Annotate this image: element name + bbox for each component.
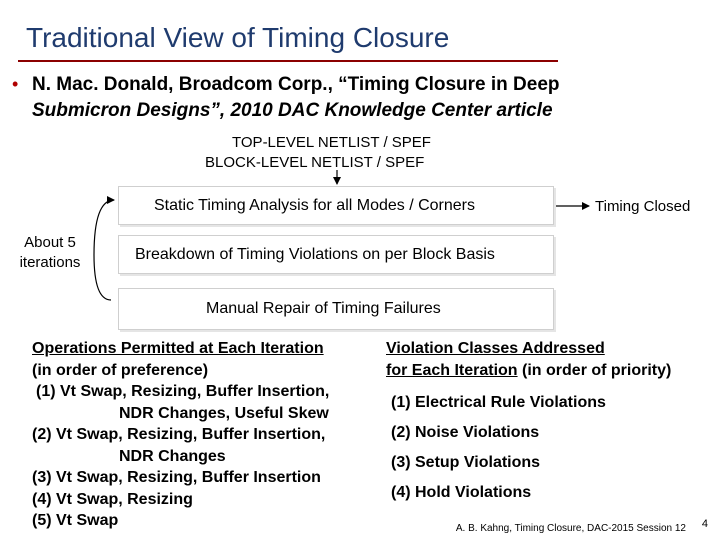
violations-subheading-underlined: for Each Iteration xyxy=(386,361,518,379)
slide-title: Traditional View of Timing Closure xyxy=(26,22,450,53)
op-item: NDR Changes, Useful Skew xyxy=(119,404,329,422)
violations-subheading-rest: (in order of priority) xyxy=(517,361,672,379)
violation-item: (3) Setup Violations xyxy=(391,454,541,471)
violations-heading: Violation Classes Addressed xyxy=(386,340,605,357)
iterations-line-1: About 5 xyxy=(24,234,76,251)
operations-heading: Operations Permitted at Each Iteration xyxy=(32,340,324,357)
timing-closed-label: Timing Closed xyxy=(595,198,691,215)
op-item: NDR Changes xyxy=(119,447,226,465)
sta-label: Static Timing Analysis for all Modes / Corners xyxy=(154,197,476,214)
input-top-level: TOP-LEVEL NETLIST / SPEF xyxy=(232,134,431,151)
violation-item: (2) Noise Violations xyxy=(391,424,540,441)
violations-list xyxy=(391,388,606,508)
loop-arrow xyxy=(94,200,114,300)
violation-item: (1) Electrical Rule Violations xyxy=(391,394,606,411)
manual-repair-label: Manual Repair of Timing Failures xyxy=(206,300,441,317)
operations-column xyxy=(32,338,329,532)
bullet-line-1: N. Mac. Donald, Broadcom Corp., “Timing Closure in Deep xyxy=(32,74,560,95)
breakdown-label: Breakdown of Timing Violations on per Block Basis xyxy=(135,246,495,263)
op-item: (5) Vt Swap xyxy=(32,512,119,529)
operations-subheading: (in order of preference) xyxy=(32,361,209,379)
footer-citation: A. B. Kahng, Timing Closure, DAC-2015 Session 12 xyxy=(455,523,686,534)
input-block-level: BLOCK-LEVEL NETLIST / SPEF xyxy=(205,154,425,171)
page-number: 4 xyxy=(701,518,708,530)
op-item: (1) Vt Swap, Resizing, Buffer Insertion, xyxy=(36,383,330,400)
op-item: (2) Vt Swap, Resizing, Buffer Insertion, xyxy=(32,426,326,443)
violations-column xyxy=(386,338,671,381)
bullet-icon: • xyxy=(12,74,19,94)
violations-subheading xyxy=(386,360,671,382)
bullet-line-2: Submicron Designs”, 2010 DAC Knowledge Center article xyxy=(32,100,553,121)
op-item: (4) Vt Swap, Resizing xyxy=(32,490,193,508)
op-item: (3) Vt Swap, Resizing, Buffer Insertion xyxy=(32,469,321,486)
violation-item: (4) Hold Violations xyxy=(391,484,532,501)
iterations-line-2: iterations xyxy=(19,254,81,271)
